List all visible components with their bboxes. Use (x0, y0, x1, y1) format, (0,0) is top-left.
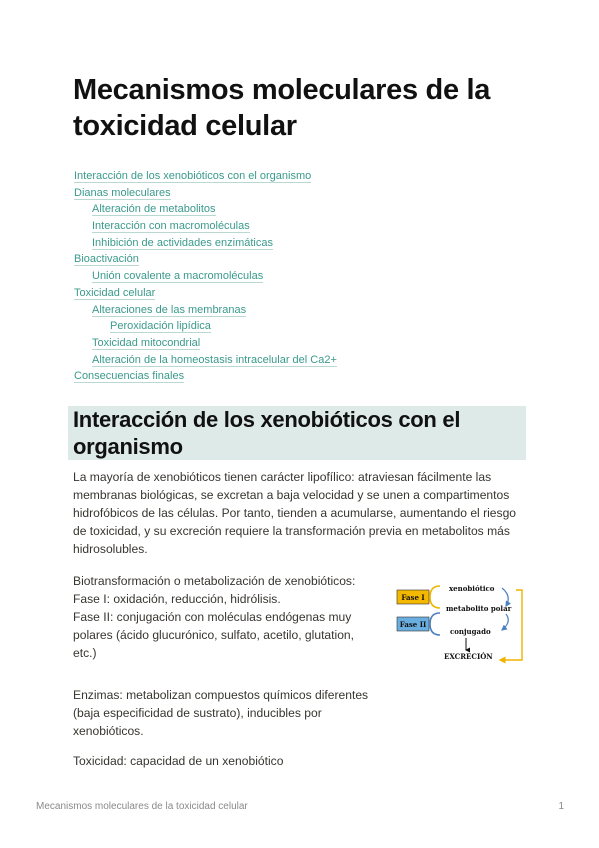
toc-link[interactable] (74, 251, 544, 268)
page-footer (36, 801, 564, 815)
toc-link[interactable] (74, 168, 544, 185)
table-of-contents (74, 168, 544, 385)
phase1-bracket (430, 586, 440, 608)
arrow-polar-to-conjugate (502, 614, 508, 630)
node-xenobiotic: xenobiótico (449, 584, 495, 593)
toc-link-label: Toxicidad mitocondrial (92, 336, 201, 349)
phase2-label: Fase II (399, 620, 427, 629)
phase2-text: Fase II: conjugación con moléculas endógenas muy polares (ácido glucurónico, sulfato, acetilo, glutation, etc.) (73, 610, 355, 660)
toc-link[interactable] (74, 201, 544, 218)
toc-link[interactable] (74, 185, 544, 202)
section-heading: Interacción de los xenobióticos con el organismo (68, 406, 526, 460)
toc-link-label: Unión covalente a macromoléculas (92, 270, 264, 283)
toc-link[interactable] (74, 235, 544, 252)
page-title: Mecanismos moleculares de la toxicidad celular (73, 74, 491, 142)
toc-link-label: Alteración de metabolitos (92, 203, 216, 216)
phase1-label: Fase I (401, 593, 425, 602)
enzymes-paragraph: Enzimas: metabolizan compuestos químicos diferentes (baja especificidad de sustrato), inducibles por xenobióticos. (73, 688, 369, 738)
page-number: 1 (558, 801, 564, 812)
toc-link[interactable] (74, 368, 544, 385)
phase2-bracket (430, 613, 440, 635)
toc-link[interactable] (74, 335, 544, 352)
footer-title: Mecanismos moleculares de la toxicidad celular (36, 801, 248, 812)
toc-link-label: Toxicidad celular (74, 286, 156, 299)
toxicity-paragraph: Toxicidad: capacidad de un xenobiótico (73, 754, 284, 768)
biotransformation-block (73, 572, 373, 662)
toc-link[interactable] (74, 218, 544, 235)
toc-link-label: Inhibición de actividades enzimáticas (92, 236, 273, 249)
node-conjugate: conjugado (450, 627, 491, 636)
biotransformation-lead: Biotransformación o metabolización de xenobióticos: (73, 574, 356, 588)
toc-link-label: Consecuencias finales (74, 370, 185, 383)
toc-link[interactable] (74, 268, 544, 285)
intro-paragraph: La mayoría de xenobióticos tienen carácter lipofílico: atraviesan fácilmente las membranas biológicas, se excretan a baja velocidad y se unen a compartimentos hidrofóbicos de las células. Por tanto, tienden a acumularse, aumentando el riesgo de toxicidad, y su excreción requiere la transformación previa en metabolitos más hidrosolubles. (73, 470, 517, 556)
toc-link-label: Bioactivación (74, 253, 139, 266)
metabolism-diagram-svg (392, 580, 528, 666)
toc-link[interactable] (74, 302, 544, 319)
toc-link-label: Alteraciones de las membranas (92, 303, 247, 316)
toc-link-label: Interacción de los xenobióticos con el organismo (74, 170, 312, 182)
toc-link-label: Alteración de la homeostasis intracelular del Ca2+ (92, 353, 337, 366)
toc-link-label: Peroxidación lipídica (110, 320, 211, 333)
toc-link-label: Interacción con macromoléculas (92, 220, 250, 233)
arrow-direct-excretion (500, 590, 522, 660)
phase1-text: Fase I: oxidación, reducción, hidrólisis. (73, 592, 281, 606)
toc-link[interactable] (74, 285, 544, 302)
node-polar-metabolite: metabolito polar (446, 604, 512, 613)
toc-link[interactable] (74, 352, 544, 369)
metabolism-diagram (392, 580, 528, 666)
node-excretion: EXCRECIÓN (444, 652, 493, 661)
toc-link[interactable] (74, 318, 544, 335)
toc-link-label: Dianas moleculares (74, 186, 171, 199)
